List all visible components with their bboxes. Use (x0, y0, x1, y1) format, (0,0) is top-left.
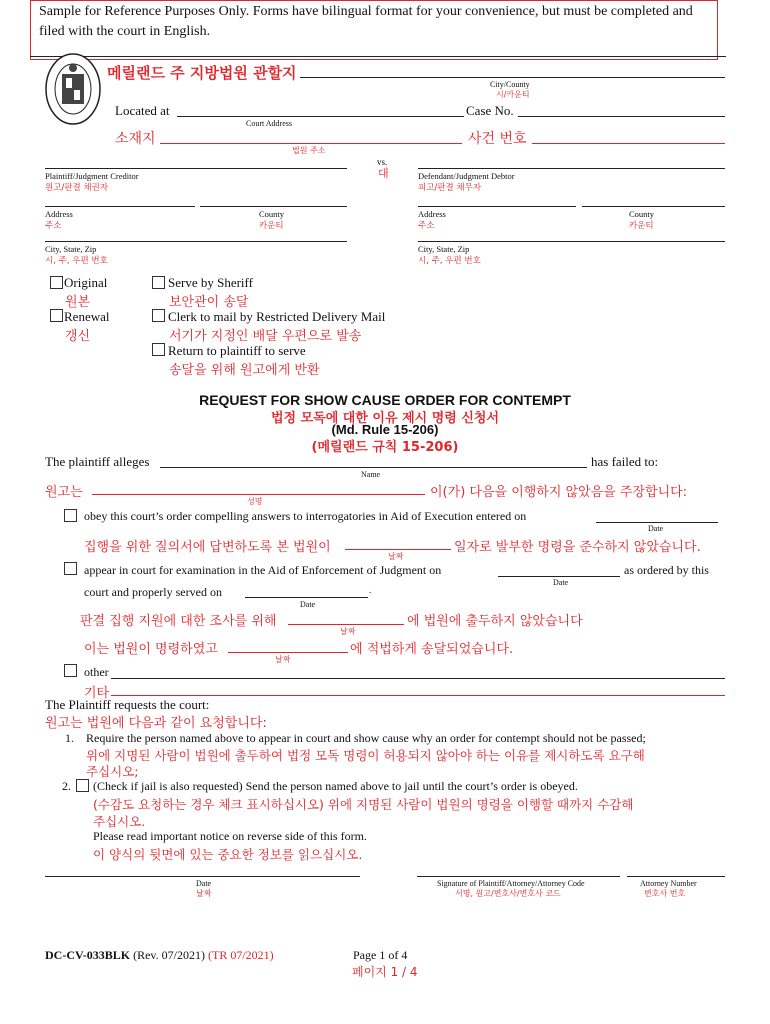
defendant-county-label: County (629, 209, 655, 219)
form-id: DC-CV-033BLK (45, 948, 131, 962)
date-line[interactable] (45, 876, 360, 877)
alleges-name-line-kr (92, 494, 425, 495)
alleges-label-kr: 원고는 (45, 485, 83, 500)
court-title-kr: 메릴랜드 주 지방법원 관할지 (107, 64, 297, 82)
court-address-label-kr: 법원 주소 (292, 146, 326, 155)
reverse-notice-kr: 이 양식의 뒷면에 있는 중요한 정보를 읽으십시오. (93, 847, 363, 862)
request-2-text-kr-b: 주십시오. (93, 814, 146, 829)
plaintiff-city-line[interactable] (45, 241, 347, 242)
plaintiff-label: Plaintiff/Judgment Creditor (45, 171, 139, 181)
city-county-label-kr: 시/카운티 (496, 90, 530, 99)
return-plaintiff-checkbox[interactable] (152, 343, 165, 356)
requests-heading: The Plaintiff requests the court: (45, 697, 210, 712)
case-no-label-kr: 사건 번호 (468, 131, 527, 147)
plaintiff-city-label: City, State, Zip (45, 244, 97, 254)
defendant-label: Defendant/Judgment Debtor (418, 171, 515, 181)
signature-line[interactable] (417, 876, 620, 877)
obey-label-kr-b: 일자로 발부한 명령을 준수하지 않았습니다. (454, 540, 701, 555)
obey-label-kr-a: 집행을 위한 질의서에 답변하도록 본 법원이 (84, 540, 331, 555)
defendant-label-kr: 피고/판결 채무자 (418, 183, 482, 193)
court-served-label: court and properly served on (84, 585, 222, 599)
notice-underline (30, 56, 726, 57)
obey-date-line-kr (345, 549, 451, 550)
original-label-kr: 원본 (65, 295, 91, 310)
form-title: REQUEST FOR SHOW CAUSE ORDER FOR CONTEMPT (199, 392, 571, 408)
renewal-checkbox[interactable] (50, 309, 63, 322)
serve-sheriff-checkbox[interactable] (152, 276, 165, 289)
other-label: other (84, 665, 109, 679)
attorney-number-line[interactable] (627, 876, 725, 877)
case-no-line-kr (532, 143, 725, 144)
plaintiff-city-label-kr: 시, 주, 우편 번호 (45, 256, 108, 266)
defendant-city-label-kr: 시, 주, 우편 번호 (418, 256, 481, 266)
appear-date-label: Date (553, 578, 569, 587)
defendant-address-line[interactable] (418, 206, 576, 207)
plaintiff-name-line[interactable] (45, 168, 347, 169)
page-number: Page 1 of 4 (353, 948, 408, 962)
court-address-line-kr (160, 143, 462, 144)
defendant-city-line[interactable] (418, 241, 725, 242)
defendant-county-line[interactable] (582, 206, 725, 207)
defendant-name-line[interactable] (418, 168, 725, 169)
request-2-text-kr-a: (수감도 요청하는 경우 체크 표시하십시오) 위에 지명된 사람이 법원의 명령을 이행할 때까지 수감해 (93, 797, 634, 812)
defendant-city-label: City, State, Zip (418, 244, 470, 254)
served-period: . (369, 585, 372, 595)
obey-date-line[interactable] (596, 522, 718, 523)
alleges-name-label: Name (361, 470, 381, 479)
served-date-line-kr (228, 652, 348, 653)
case-no-label: Case No. (466, 103, 514, 118)
requests-heading-kr: 원고는 법원에 다음과 같이 요청합니다: (45, 716, 267, 731)
serve-sheriff-label: Serve by Sheriff (168, 275, 253, 290)
footer-form-id-row (45, 948, 274, 963)
vs-label-kr: 대 (378, 167, 389, 180)
obey-label: obey this court’s order compelling answers to interrogatories in Aid of Execution entered on (84, 509, 527, 523)
obey-date-label-kr: 날짜 (388, 552, 404, 561)
served-date-label: Date (300, 600, 316, 609)
form-tr: (TR 07/2021) (208, 948, 274, 962)
failed-label-kr: 이(가) 다음을 이행하지 않았음을 주장합니다: (430, 485, 688, 500)
reverse-notice: Please read important notice on reverse side of this form. (93, 829, 367, 843)
ordered-label-kr-b: 에 적법하게 송달되었습니다. (350, 642, 514, 657)
other-label-kr: 기타 (84, 686, 110, 701)
jail-checkbox[interactable] (76, 779, 89, 792)
alleges-name-line[interactable] (160, 467, 587, 468)
court-address-line[interactable] (177, 116, 464, 117)
return-plaintiff-label-kr: 송달을 위해 원고에게 반환 (169, 363, 320, 378)
appear-date-label-kr: 날짜 (340, 627, 356, 636)
plaintiff-label-kr: 원고/판결 채권자 (45, 183, 109, 193)
appear-label-kr-b: 에 법원에 출두하지 않았습니다 (407, 614, 583, 629)
request-2-text: (Check if jail is also requested) Send the person named above to jail until the court’s order is obeyed. (93, 779, 578, 793)
ordered-label-kr-a: 이는 법원이 명령하였고 (84, 642, 218, 657)
other-checkbox[interactable] (64, 664, 77, 677)
plaintiff-county-label-kr: 카운티 (259, 221, 284, 231)
other-line[interactable] (111, 678, 725, 679)
court-address-label: Court Address (246, 119, 292, 128)
original-label: Original (64, 275, 108, 290)
located-at-label: Located at (115, 103, 170, 118)
request-1-text-kr-a: 위에 지명된 사람이 법원에 출두하여 법정 모독 명령이 허용되지 않아야 하는 이유를 제시하도록 요구해 (86, 748, 645, 763)
served-date-label-kr: 날짜 (275, 655, 291, 664)
obey-date-label: Date (648, 524, 664, 533)
as-ordered-label: as ordered by this (624, 563, 709, 577)
attorney-number-label-kr: 변호사 번호 (644, 889, 686, 898)
signature-label-kr: 서명, 원고/변호사/변호사 코드 (455, 889, 561, 898)
case-no-line[interactable] (518, 116, 725, 117)
court-location-line[interactable] (300, 77, 725, 78)
sample-notice-box (30, 0, 718, 60)
clerk-mail-label-kr: 서기가 지정인 배달 우편으로 발송 (169, 329, 362, 344)
city-county-label: City/County (490, 80, 530, 89)
alleges-label: The plaintiff alleges (45, 454, 150, 469)
request-1-text-kr-b: 주십시오; (86, 764, 139, 779)
return-plaintiff-label: Return to plaintiff to serve (168, 343, 306, 358)
appear-date-line-kr (288, 624, 404, 625)
renewal-label-kr: 갱신 (65, 329, 91, 344)
plaintiff-address-line[interactable] (45, 206, 195, 207)
defendant-county-label-kr: 카운티 (629, 221, 654, 231)
served-date-line[interactable] (245, 597, 368, 598)
alleges-name-label-kr: 성명 (247, 497, 263, 506)
failed-label: has failed to: (591, 454, 659, 469)
vs-label: vs. (377, 157, 388, 167)
obey-checkbox[interactable] (64, 509, 77, 522)
serve-sheriff-label-kr: 보안관이 송달 (169, 295, 249, 310)
defendant-address-label-kr: 주소 (418, 221, 435, 231)
page-number-kr: 페이지 1 / 4 (352, 965, 418, 979)
plaintiff-county-line[interactable] (200, 206, 347, 207)
form-rule: (Md. Rule 15-206) (331, 422, 439, 437)
court-seal-icon (44, 52, 102, 126)
form-rev: (Rev. 07/2021) (133, 948, 205, 962)
clerk-mail-label: Clerk to mail by Restricted Delivery Mail (168, 309, 386, 324)
plaintiff-address-label: Address (45, 209, 73, 219)
date-label: Date (196, 879, 212, 888)
form-rule-kr: (메릴랜드 규칙 15-206) (311, 440, 459, 455)
defendant-address-label: Address (418, 209, 446, 219)
signature-label: Signature of Plaintiff/Attorney/Attorney Code (437, 879, 585, 888)
appear-label: appear in court for examination in the Aid of Enforcement of Judgment on (84, 563, 442, 577)
renewal-label: Renewal (64, 309, 110, 324)
request-1-text: Require the person named above to appear in court and show cause why an order for contempt should not be passed; (86, 731, 646, 745)
other-line-kr (111, 695, 725, 696)
appear-label-kr-a: 판결 집행 지원에 대한 조사를 위해 (80, 614, 277, 629)
appear-date-line[interactable] (498, 576, 620, 577)
original-checkbox[interactable] (50, 276, 63, 289)
request-2-number: 2. (62, 779, 71, 793)
request-1-number: 1. (65, 731, 74, 745)
sample-notice-text: Sample for Reference Purposes Only. Forms have bilingual format for your convenience, but must be completed and filed with the court in English. (39, 4, 693, 39)
clerk-mail-checkbox[interactable] (152, 309, 165, 322)
located-at-label-kr: 소재지 (115, 131, 156, 147)
plaintiff-county-label: County (259, 209, 285, 219)
form-title-kr: 법정 모독에 대한 이유 제시 명령 신청서 (270, 411, 500, 426)
appear-checkbox[interactable] (64, 562, 77, 575)
attorney-number-label: Attorney Number (640, 879, 697, 888)
plaintiff-address-label-kr: 주소 (45, 221, 62, 231)
date-label-kr: 날짜 (196, 889, 212, 898)
